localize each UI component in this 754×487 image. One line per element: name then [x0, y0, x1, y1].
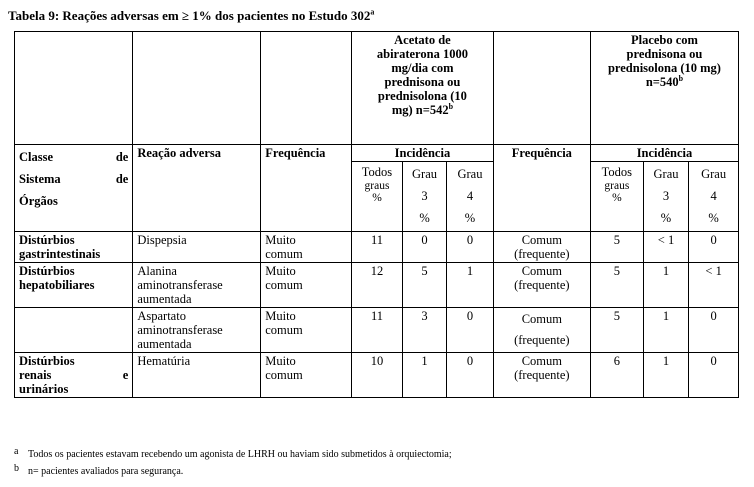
- header-abiraterone-group: Acetato de abiraterona 1000 mg/dia com prednisona ou prednisolona (10 mg) $n=542^b$: [352, 32, 494, 145]
- row-abi-g3: 0: [402, 232, 446, 263]
- row-freq-pla: Comum (frequente): [493, 308, 590, 353]
- row-abi-g3: 5: [402, 263, 446, 308]
- row-freq-pla: Comum (frequente): [493, 263, 590, 308]
- row-pla-g3: < 1: [643, 232, 688, 263]
- row-abi-todos: 10: [352, 353, 403, 398]
- row-classe: Distúrbios renais e urinários: [15, 353, 133, 398]
- table-row: [15, 232, 739, 263]
- adverse-reactions-table: [14, 31, 739, 398]
- row-pla-g3: 1: [643, 353, 688, 398]
- row-freq-abi: Muito comum: [261, 263, 352, 308]
- header-frequencia-abi-cell: Frequência: [261, 145, 352, 232]
- row-abi-g4: 0: [447, 232, 494, 263]
- row-reacao: Aspartato aminotransferase aumentada: [133, 308, 261, 353]
- row-abi-todos: 11: [352, 232, 403, 263]
- header-empty-cell-2: [133, 32, 261, 145]
- table-row: [15, 308, 739, 353]
- row-pla-g4: < 1: [689, 263, 739, 308]
- header-incidence-row: [15, 145, 739, 162]
- footnote-a: [14, 446, 452, 460]
- header-group-row: [15, 32, 739, 145]
- header-empty-cell-4: [493, 32, 590, 145]
- row-pla-todos: 5: [590, 308, 643, 353]
- row-abi-g3: 1: [402, 353, 446, 398]
- row-classe: Distúrbios gastrintestinais: [15, 232, 133, 263]
- row-pla-todos: 6: [590, 353, 643, 398]
- header-incidencia-pla: Incidência: [590, 145, 738, 162]
- row-abi-g3: 3: [402, 308, 446, 353]
- pla-grau4-header: Grau 4 %: [689, 162, 739, 232]
- footnote-b: [14, 463, 184, 477]
- header-empty-cell-1: [15, 32, 133, 145]
- footnote-mark: a: [14, 446, 19, 457]
- table-caption: [8, 8, 374, 24]
- abi-grau4-header: Grau 4 %: [447, 162, 494, 232]
- row-reacao: Hematúria: [133, 353, 261, 398]
- caption-text: Tabela 9: Reações adversas em ≥ 1% dos pacientes no Estudo 302: [8, 8, 371, 23]
- header-frequencia-pla-cell: Frequência: [493, 145, 590, 232]
- footnote-mark: b: [14, 463, 19, 474]
- row-pla-g3: 1: [643, 308, 688, 353]
- row-abi-g4: 1: [447, 263, 494, 308]
- header-empty-cell-3: [261, 32, 352, 145]
- header-placebo-group: Placebo com prednisona ou prednisolona (10 mg) $n=540^b$: [590, 32, 738, 145]
- pla-grau3-header: Grau 3 %: [643, 162, 688, 232]
- row-classe: Distúrbios hepatobiliares: [15, 263, 133, 308]
- row-freq-pla: Comum (frequente): [493, 232, 590, 263]
- row-freq-abi: Muito comum: [261, 353, 352, 398]
- table-row: [15, 263, 739, 308]
- row-freq-abi: Muito comum: [261, 308, 352, 353]
- header-reacao-cell: Reação adversa: [133, 145, 261, 232]
- header-incidencia-abi: Incidência: [352, 145, 494, 162]
- row-pla-g3: 1: [643, 263, 688, 308]
- row-freq-abi: Muito comum: [261, 232, 352, 263]
- row-pla-todos: 5: [590, 232, 643, 263]
- header-classe-cell: Classe de Sistema de Órgãos: [15, 145, 133, 232]
- caption-footnote-mark: a: [370, 7, 375, 17]
- abi-grau3-header: Grau 3 %: [402, 162, 446, 232]
- row-reacao: Alanina aminotransferase aumentada: [133, 263, 261, 308]
- footnote-text: Todos os pacientes estavam recebendo um agonista de LHRH ou haviam sido submetidos à orquiectomia;: [28, 449, 452, 460]
- row-pla-g4: 0: [689, 232, 739, 263]
- row-classe-empty: [15, 308, 133, 353]
- abi-todos-graus-header: Todos graus %: [352, 162, 403, 232]
- row-abi-todos: 11: [352, 308, 403, 353]
- row-freq-pla: Comum (frequente): [493, 353, 590, 398]
- row-abi-g4: 0: [447, 353, 494, 398]
- row-pla-g4: 0: [689, 308, 739, 353]
- row-pla-g4: 0: [689, 353, 739, 398]
- row-pla-todos: 5: [590, 263, 643, 308]
- row-abi-todos: 12: [352, 263, 403, 308]
- row-reacao: Dispepsia: [133, 232, 261, 263]
- row-abi-g4: 0: [447, 308, 494, 353]
- pla-todos-graus-header: Todos graus %: [590, 162, 643, 232]
- table-row: [15, 353, 739, 398]
- footnote-text: n= pacientes avaliados para segurança.: [28, 466, 184, 477]
